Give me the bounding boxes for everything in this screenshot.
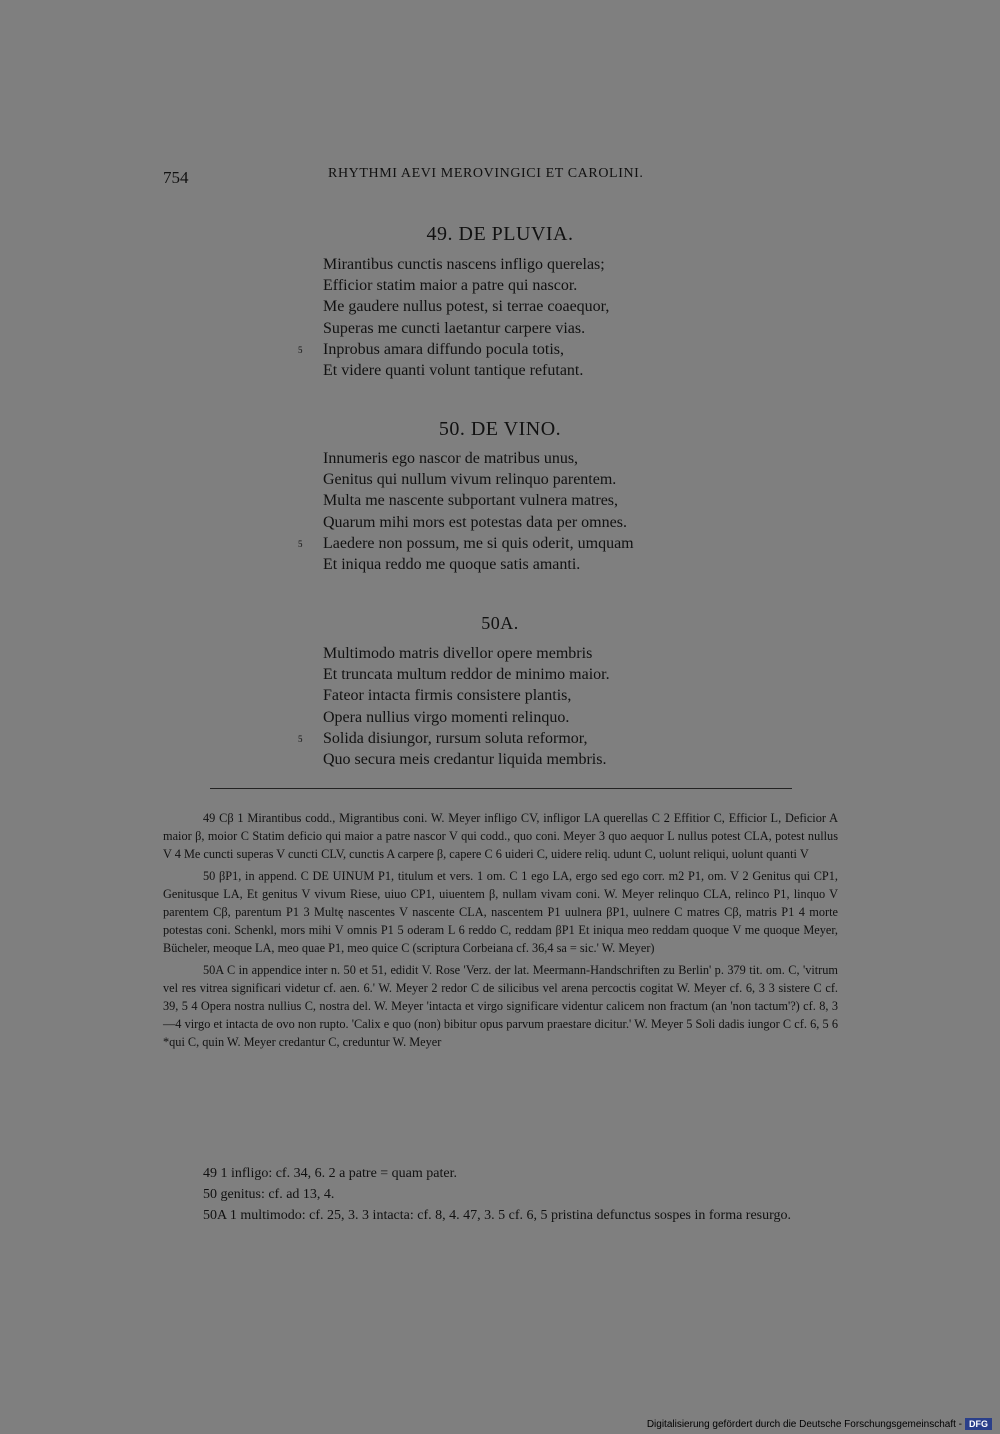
poem-title-50a: 50A. xyxy=(481,613,519,633)
poem-50a xyxy=(298,643,743,770)
running-title: RHYTHMI AEVI MEROVINGICI ET CAROLINI. xyxy=(328,166,644,181)
digitization-footer xyxy=(647,1418,992,1430)
verse-line: Fateor intacta firmis consistere plantis, xyxy=(323,687,572,705)
verse-line: Superas me cuncti laetantur carpere vias. xyxy=(323,319,586,337)
apparatus-note-49: 49 Cβ 1 Mirantibus codd., Migrantibus coni. W. Meyer infligo CV, infligor LA querellas C 2 Effitior C, Efficior L, Deficior A maior β, moior C Statim deficio qui maior a patre nascor V qui codd., quo coni. Meyer 3 quo aequor L nullus potest CLA, potest nullus V 4 Me cuncti superas V cuncti CLV, cunctis A carpere β, capere C 6 uideri C, uidere reliq. udunt C, uolunt reliqui, uolunt quanti V xyxy=(163,811,838,861)
verse-line: Efficior statim maior a patre qui nascor. xyxy=(323,277,578,295)
verse-text: Inprobus amara diffundo pocula totis, xyxy=(323,340,564,358)
commentary-note-50a: 50A 1 multimodo: cf. 25, 3. 3 intacta: cf. 8, 4. 47, 3. 5 cf. 6, 5 pristina defunctus sospes in forma resurgo. xyxy=(203,1208,792,1223)
verse-line: Genitus qui nullum vivum relinquo parentem. xyxy=(323,471,617,489)
poem-title-50: 50. DE VINO. xyxy=(438,418,562,440)
poem-title-49: 49. DE PLUVIA. xyxy=(426,223,574,245)
line-number: 5 xyxy=(298,538,303,549)
critical-apparatus xyxy=(163,810,838,1051)
verse-line: Et truncata multum reddor de minimo maior. xyxy=(323,666,610,684)
verse-line: Me gaudere nullus potest, si terrae coaequor, xyxy=(323,298,610,316)
page-number: 754 xyxy=(163,168,189,187)
verse-line-5 xyxy=(298,339,743,360)
verse-text: Solida disiungor, rursum soluta reformor, xyxy=(323,729,588,747)
commentary-note-50: 50 genitus: cf. ad 13, 4. xyxy=(203,1187,335,1202)
verse-line: Et iniqua reddo me quoque satis amanti. xyxy=(323,555,581,573)
verse-line: Multa me nascente subportant vulnera matres, xyxy=(323,492,619,510)
commentary-note-49: 49 1 infligo: cf. 34, 6. 2 a patre = quam pater. xyxy=(203,1166,457,1181)
verse-line: Multimodo matris divellor opere membris xyxy=(323,645,593,662)
apparatus-note-50: 50 βP1, in append. C DE UINUM P1, titulum et vers. 1 om. C 1 ego LA, ergo sed ego corr. m2 P1, om. V 2 Genitus qui CP1, Genitusque LA, Et genitus V vivum Riese, uiuo CP1, uiuentem β, nullam vivam coni. W. Meyer relinquo CLA, relinco P1, linquo V parentem Cβ, parentum P1 3 Multę nascentes V nascente CLA, nascentem P1 uulnera βP1, uulnere C matres Cβ, matris P1 4 morte potestas coni. Schenkl, mors mihi V omnis P1 5 oderam L 6 reddo C, reddam βP1 Et iniqua meo reddam quoque V me quoque Meyer, Bücheler, meoque LA, meo quae P1, meo quice C (scriptura Corbeiana cf. 36,4 sa = sic.' W. Meyer) xyxy=(163,869,838,955)
verse-line: Et videre quanti volunt tantique refutant. xyxy=(323,361,584,379)
footer-text: Digitalisierung gefördert durch die Deutsche Forschungsgemeinschaft - xyxy=(646,1418,962,1430)
verse-line-5 xyxy=(298,728,743,749)
verse-line: Quo secura meis credantur liquida membris. xyxy=(323,750,607,768)
verse-line: Mirantibus cunctis nascens infligo querelas; xyxy=(323,256,605,273)
poem-49 xyxy=(298,254,743,381)
poem-50 xyxy=(298,448,743,575)
apparatus-note-50a: 50A C in appendice inter n. 50 et 51, edidit V. Rose 'Verz. der lat. Meermann-Handschriften zu Berlin' p. 379 tit. om. C, 'vitrum vel res vitrea significari videtur cf. aen. 6.' W. Meyer 2 redor C de silicibus vel arena percoctis cogitat W. Meyer cf. 6, 3 3 sistere C cf. 39, 5 4 Opera nostra nullius C, nostra del. W. Meyer 'intacta et virgo significare videntur calicem non fractum (an 'non tactum'?) cf. 8, 3—4 virgo et intacta de ovo non rupto. 'Calix e quo (non) bibitur opus parvum praestare dicitur.' W. Meyer 5 Soli dadis iungor C cf. 6, 5 6 *qui C, quin W. Meyer credantur C, creduntur W. Meyer xyxy=(163,963,838,1049)
line-number: 5 xyxy=(298,344,303,355)
commentary xyxy=(163,1163,838,1226)
verse-line: Opera nullius virgo momenti relinquo. xyxy=(323,708,570,726)
verse-line: Quarum mihi mors est potestas data per omnes. xyxy=(323,513,627,531)
dfg-logo: DFG xyxy=(965,1418,992,1430)
verse-line: Innumeris ego nascor de matribus unus, xyxy=(323,450,579,467)
line-number: 5 xyxy=(298,733,303,744)
verse-text: Laedere non possum, me si quis oderit, umquam xyxy=(323,534,634,552)
footnote-rule xyxy=(210,788,792,789)
verse-line-5 xyxy=(298,533,743,554)
